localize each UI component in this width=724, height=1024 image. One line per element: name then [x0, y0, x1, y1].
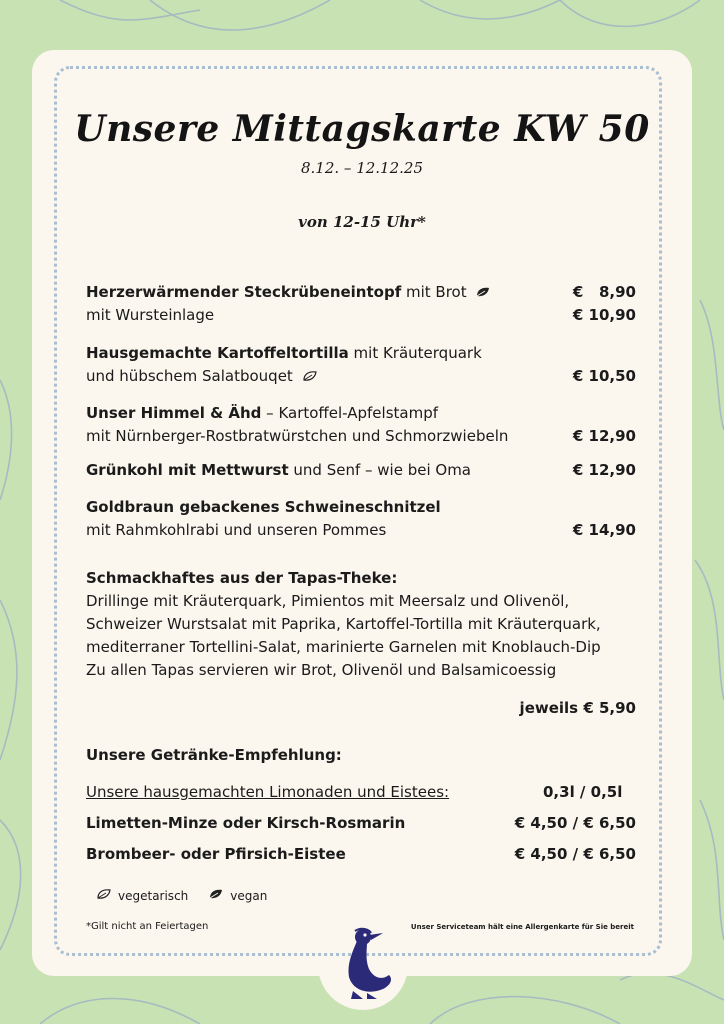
leaf-filled-icon [208, 888, 224, 903]
drinks-subheading: Unsere hausgemachten Limonaden und Eistees: [86, 783, 450, 801]
menu-item-price: € 10,90 [572, 306, 636, 324]
menu-item-price: € 10,50 [572, 367, 636, 385]
tapas-price: jeweils € 5,90 [519, 699, 636, 717]
leaf-outline-icon [302, 366, 318, 388]
menu-item-price: € 12,90 [572, 427, 636, 445]
tapas-line: Schweizer Wurstsalat mit Paprika, Kartoffel-Tortilla mit Kräuterquark, [86, 615, 601, 633]
tapas-heading: Schmackhaftes aus der Tapas-Theke: [86, 569, 398, 587]
drinks-heading: Unsere Getränke-Empfehlung: [86, 746, 342, 764]
menu-item-price: € 12,90 [572, 461, 636, 479]
leaf-outline-icon [96, 888, 112, 903]
allergen-note: Unser Serviceteam hält eine Allergenkarte für Sie bereit [410, 923, 634, 931]
menu-item-price: € 14,90 [572, 521, 636, 539]
page-title: Unsere Mittagskarte KW 50 [74, 108, 650, 150]
tapas-line: Zu allen Tapas servieren wir Brot, Olivenöl und Balsamicoessig [86, 661, 557, 679]
tapas-line: mediterraner Tortellini-Salat, marinierte Garnelen mit Knoblauch-Dip [86, 638, 601, 656]
leaf-filled-icon [475, 282, 491, 304]
menu-item-line: mit Nürnberger-Rostbratwürstchen und Schmorzwiebeln [86, 427, 509, 445]
menu-item-line: Goldbraun gebackenes Schweineschnitzel [86, 498, 441, 516]
menu-item-line: Grünkohl mit Mettwurst und Senf – wie bei Oma [86, 461, 471, 479]
legend-vegan-label: vegan [230, 888, 268, 903]
footnote: *Gilt nicht an Feiertagen [86, 921, 209, 932]
drink-item-price: € 4,50 / € 6,50 [514, 814, 636, 832]
week-dates: 8.12. – 12.12.25 [301, 159, 423, 177]
menu-item-line: mit Wursteinlage [86, 306, 215, 324]
menu-item-line: Herzerwärmender Steckrübeneintopf mit Brot [86, 281, 636, 304]
legend-vegetarian-label: vegetarisch [118, 888, 189, 903]
menu-item-line: und hübschem Salatbouqet [86, 365, 636, 388]
drink-item-price: € 4,50 / € 6,50 [514, 845, 636, 863]
tapas-line: Drillinge mit Kräuterquark, Pimientos mit Meersalz und Olivenöl, [86, 592, 570, 610]
diet-legend [96, 888, 281, 903]
opening-hours: von 12-15 Uhr* [298, 213, 426, 231]
menu-item-line: Hausgemachte Kartoffeltortilla mit Kräuterquark [86, 344, 482, 362]
drink-item-name: Limetten-Minze oder Kirsch-Rosmarin [86, 814, 406, 832]
drink-item-name: Brombeer- oder Pfirsich-Eistee [86, 845, 346, 863]
menu-item-line: Unser Himmel & Ähd – Kartoffel-Apfelstampf [86, 404, 439, 422]
drink-sizes: 0,3l / 0,5l [543, 783, 623, 801]
duck-logo [333, 925, 397, 1001]
menu-item-price: € 8,90 [572, 283, 636, 301]
menu-item-line: mit Rahmkohlrabi und unseren Pommes [86, 521, 387, 539]
